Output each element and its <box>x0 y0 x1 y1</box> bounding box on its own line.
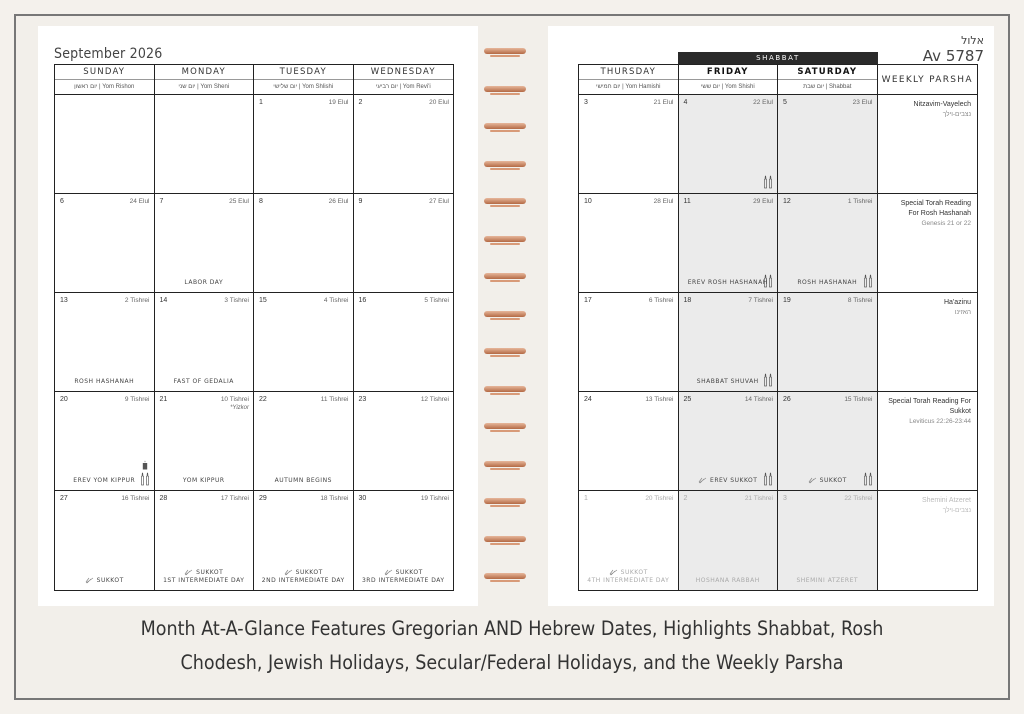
day-cell[interactable] <box>778 392 878 491</box>
gregorian-date: 2 <box>358 99 363 106</box>
day-cell[interactable] <box>679 95 779 194</box>
spiral-ring <box>484 86 526 92</box>
lulav-icon <box>184 569 193 576</box>
parsha-name: Nitzavim-Vayelech <box>913 101 971 108</box>
day-name: FRIDAY <box>679 65 778 80</box>
hebrew-date: 3 Tishrei <box>224 297 249 304</box>
shabbat-candles-icon <box>763 175 773 189</box>
hebrew-date: 15 Tishrei <box>844 396 873 403</box>
gregorian-date: 9 <box>358 198 363 205</box>
day-hebrew-name: יום שני | Yom Sheni <box>178 84 230 90</box>
weekly-parsha-header: WEEKLY PARSHA <box>878 65 978 95</box>
spiral-ring <box>484 461 526 467</box>
hebrew-date: 16 Tishrei <box>121 495 150 502</box>
caption <box>16 612 1008 680</box>
shabbat-banner: SHABBAT <box>678 52 878 64</box>
gregorian-date: 11 <box>683 198 691 205</box>
holiday-label <box>55 378 154 386</box>
hebrew-date: 28 Elul <box>653 198 674 205</box>
holiday-name: ROSH HASHANAH <box>74 378 135 385</box>
hebrew-date: 10 Tishrei <box>220 396 249 403</box>
day-cell[interactable] <box>778 491 878 590</box>
holiday-name: SUKKOT <box>96 577 124 584</box>
day-cell[interactable] <box>354 95 454 194</box>
parsha-detail: נצבים-וילך <box>942 507 971 514</box>
day-header-thursday <box>579 65 679 95</box>
hebrew-date: 7 Tishrei <box>748 297 773 304</box>
holiday-name: EREV YOM KIPPUR <box>73 477 136 484</box>
hebrew-date: 8 Tishrei <box>847 297 873 304</box>
shabbat-candles-icon <box>863 472 873 486</box>
day-cell[interactable] <box>778 194 878 293</box>
hebrew-month-name: אלול <box>961 34 984 47</box>
hebrew-date: 18 Tishrei <box>320 495 349 502</box>
holiday-label <box>679 577 778 585</box>
holiday-subtitle: 4TH INTERMEDIATE DAY <box>587 577 670 584</box>
hebrew-date: 6 Tishrei <box>648 297 674 304</box>
gregorian-date: 6 <box>60 198 64 205</box>
holiday-label <box>55 577 154 585</box>
hebrew-date: 22 Tishrei <box>844 495 873 502</box>
hebrew-date: 4 Tishrei <box>323 297 349 304</box>
month-title: September 2026 <box>54 46 163 62</box>
left-calendar-grid <box>54 64 454 591</box>
day-header-monday <box>155 65 255 95</box>
gregorian-date: 24 <box>584 396 592 403</box>
spiral-ring <box>484 48 526 54</box>
holiday-name: SUKKOT <box>819 477 847 484</box>
gregorian-date: 2 <box>683 495 688 502</box>
holiday-label <box>155 378 254 386</box>
day-cell[interactable] <box>778 95 878 194</box>
hebrew-date: 9 Tishrei <box>124 396 150 403</box>
gregorian-date: 20 <box>60 396 68 403</box>
hebrew-date: 27 Elul <box>429 198 449 205</box>
day-cell[interactable] <box>55 194 155 293</box>
day-hebrew-name: יום ראשון | Yom Rishon <box>74 84 135 90</box>
hebrew-month-year: Av 5787 <box>922 47 984 65</box>
day-cell[interactable] <box>579 293 679 392</box>
hebrew-date: 23 Elul <box>852 99 873 106</box>
shabbat-candles-icon <box>140 472 150 486</box>
gregorian-date: 10 <box>584 198 592 205</box>
day-name: WEDNESDAY <box>354 65 454 80</box>
lulav-icon <box>808 477 817 484</box>
gregorian-date: 16 <box>358 297 367 304</box>
spiral-ring <box>484 273 526 279</box>
holiday-name: SUKKOT <box>196 569 224 576</box>
day-cell[interactable] <box>254 392 354 491</box>
gregorian-date: 5 <box>783 99 787 106</box>
day-header-tuesday <box>254 65 354 95</box>
day-header-friday <box>679 65 779 95</box>
parsha-detail: Genesis 21 or 22 <box>921 220 971 227</box>
gregorian-date: 1 <box>259 99 263 106</box>
parsha-detail: נצבים-וילך <box>942 111 971 118</box>
gregorian-date: 13 <box>60 297 68 304</box>
parsha-name-cont: For Rosh Hashanah <box>908 210 971 217</box>
gregorian-date: 3 <box>584 99 588 106</box>
gregorian-date: 23 <box>358 396 367 403</box>
lulav-icon <box>284 569 293 576</box>
lulav-icon <box>384 569 393 576</box>
shabbat-candles-icon <box>763 472 773 486</box>
day-cell[interactable] <box>778 293 878 392</box>
gregorian-date: 1 <box>584 495 588 502</box>
day-cell[interactable] <box>254 293 354 392</box>
holiday-name: LABOR DAY <box>184 279 224 286</box>
holiday-name: HOSHANA RABBAH <box>695 577 760 584</box>
day-name: SATURDAY <box>778 65 877 80</box>
hebrew-date: 2 Tishrei <box>124 297 150 304</box>
day-cell[interactable] <box>679 194 779 293</box>
day-header-sunday <box>55 65 155 95</box>
hebrew-month-title <box>923 34 984 65</box>
holiday-name: SUKKOT <box>395 569 423 576</box>
spiral-ring <box>484 536 526 542</box>
holiday-name: AUTUMN BEGINS <box>274 477 332 484</box>
gregorian-date: 17 <box>584 297 592 304</box>
day-cell[interactable] <box>354 491 454 590</box>
hebrew-date: 14 Tishrei <box>744 396 773 403</box>
holiday-label <box>354 569 454 585</box>
shabbat-candles-icon <box>763 373 773 387</box>
parsha-name: Special Torah Reading <box>900 200 971 207</box>
parsha-name: Special Torah Reading For <box>888 398 971 405</box>
day-cell[interactable] <box>579 95 679 194</box>
day-hebrew-name: יום חמישי | Yom Hamishi <box>596 84 661 90</box>
hebrew-date: 20 Elul <box>429 99 449 106</box>
day-name: TUESDAY <box>254 65 353 80</box>
right-calendar-grid <box>578 64 978 591</box>
day-cell[interactable] <box>354 392 454 491</box>
hebrew-date: 20 Tishrei <box>645 495 674 502</box>
day-cell[interactable] <box>55 95 155 194</box>
parsha-cell <box>878 491 978 590</box>
day-cell[interactable] <box>254 194 354 293</box>
hebrew-date: 26 Elul <box>328 198 349 205</box>
holiday-label <box>254 477 353 485</box>
right-page <box>548 26 994 606</box>
gregorian-date: 22 <box>259 396 267 403</box>
day-cell[interactable] <box>155 95 255 194</box>
spiral-ring <box>484 498 526 504</box>
holiday-name: ROSH HASHANAH <box>797 279 858 286</box>
hebrew-date: 22 Elul <box>753 99 773 106</box>
holiday-name: SHEMINI ATZERET <box>796 577 859 584</box>
caption-line-2: Chodesh, Jewish Holidays, Secular/Federal Holidays, and the Weekly Parsha <box>180 651 844 674</box>
hebrew-date: 11 Tishrei <box>320 396 349 403</box>
day-cell[interactable] <box>55 293 155 392</box>
day-cell[interactable] <box>679 491 779 590</box>
day-header-saturday <box>778 65 878 95</box>
holiday-name: EREV SUKKOT <box>710 477 758 484</box>
gregorian-date: 27 <box>60 495 68 502</box>
day-cell[interactable] <box>679 392 779 491</box>
shabbat-candles-icon <box>763 274 773 288</box>
day-hebrew-name: יום שבת | Shabbat <box>803 84 852 90</box>
image-frame <box>14 14 1010 700</box>
parsha-name-cont: Sukkot <box>949 408 971 415</box>
gregorian-date: 30 <box>358 495 367 502</box>
hebrew-date: 17 Tishrei <box>220 495 249 502</box>
parsha-cell <box>878 95 978 194</box>
holiday-name: SHABBAT SHUVAH <box>696 378 759 385</box>
holiday-name: YOM KIPPUR <box>182 477 225 484</box>
parsha-detail: Leviticus 22:26-23:44 <box>909 418 971 425</box>
lulav-icon <box>609 569 618 576</box>
day-cell[interactable] <box>579 491 679 590</box>
hebrew-date: 21 Elul <box>653 99 674 106</box>
holiday-name: EREV ROSH HASHANAH <box>687 279 768 286</box>
day-cell[interactable] <box>155 491 255 590</box>
holiday-label <box>155 477 254 485</box>
holiday-subtitle: 2ND INTERMEDIATE DAY <box>261 577 345 584</box>
yahrzeit-candle-icon <box>142 460 148 470</box>
day-cell[interactable] <box>55 491 155 590</box>
holiday-name: SUKKOT <box>295 569 323 576</box>
parsha-detail: האזינו <box>954 309 971 316</box>
day-cell[interactable] <box>354 293 454 392</box>
day-cell[interactable] <box>55 392 155 491</box>
hebrew-date: 12 Tishrei <box>420 396 449 403</box>
gregorian-date: 3 <box>783 495 787 502</box>
day-header-wednesday <box>354 65 454 95</box>
day-name: SUNDAY <box>55 65 154 80</box>
day-name: THURSDAY <box>579 65 678 80</box>
day-hebrew-name: יום שלישי | Yom Shlishi <box>273 84 334 90</box>
gregorian-date: 29 <box>259 495 267 502</box>
lulav-icon <box>698 477 707 484</box>
spiral-ring <box>484 123 526 129</box>
spiral-ring <box>484 161 526 167</box>
gregorian-date: 7 <box>159 198 164 205</box>
hebrew-date: 13 Tishrei <box>645 396 674 403</box>
caption-line-1: Month At-A-Glance Features Gregorian AND Hebrew Dates, Highlights Shabbat, Rosh <box>140 617 884 640</box>
hebrew-date: 5 Tishrei <box>424 297 449 304</box>
parsha-cell <box>878 194 978 293</box>
day-cell[interactable] <box>679 293 779 392</box>
spiral-binding <box>480 38 546 598</box>
day-cell[interactable] <box>155 194 255 293</box>
spiral-ring <box>484 311 526 317</box>
holiday-label <box>579 569 678 585</box>
hebrew-date: 19 Elul <box>328 99 349 106</box>
day-cell[interactable] <box>354 194 454 293</box>
gregorian-date: 12 <box>783 198 791 205</box>
hebrew-date: 1 Tishrei <box>847 198 873 205</box>
day-cell[interactable] <box>254 95 354 194</box>
day-hebrew-name: יום רביעי | Yom Revi'i <box>375 84 431 90</box>
parsha-name: Ha'azinu <box>943 299 971 306</box>
day-cell[interactable] <box>155 392 255 491</box>
holiday-name: SUKKOT <box>620 569 648 576</box>
gregorian-date: 25 <box>683 396 692 403</box>
day-cell[interactable] <box>254 491 354 590</box>
spiral-ring <box>484 348 526 354</box>
yizkor-note: *Yizkor <box>230 405 249 411</box>
gregorian-date: 8 <box>259 198 263 205</box>
spiral-ring <box>484 573 526 579</box>
gregorian-date: 28 <box>159 495 168 502</box>
spiral-ring <box>484 386 526 392</box>
holiday-label <box>155 569 254 585</box>
day-cell[interactable] <box>579 194 679 293</box>
left-page <box>38 26 478 606</box>
spiral-ring <box>484 198 526 204</box>
day-hebrew-name: יום ששי | Yom Shishi <box>700 84 755 90</box>
holiday-label <box>778 577 877 585</box>
hebrew-date: 25 Elul <box>229 198 249 205</box>
parsha-name: Shemini Atzeret <box>921 497 971 504</box>
day-name: MONDAY <box>155 65 254 80</box>
gregorian-date: 21 <box>159 396 168 403</box>
holiday-subtitle: 1ST INTERMEDIATE DAY <box>163 577 245 584</box>
shabbat-candles-icon <box>863 274 873 288</box>
gregorian-date: 26 <box>783 396 791 403</box>
hebrew-date: 19 Tishrei <box>420 495 449 502</box>
hebrew-date: 21 Tishrei <box>744 495 773 502</box>
holiday-label <box>254 569 353 585</box>
holiday-name: FAST OF GEDALIA <box>173 378 234 385</box>
gregorian-date: 15 <box>259 297 267 304</box>
spiral-ring <box>484 423 526 429</box>
day-cell[interactable] <box>155 293 255 392</box>
hebrew-date: 29 Elul <box>753 198 773 205</box>
holiday-subtitle: 3RD INTERMEDIATE DAY <box>361 577 445 584</box>
hebrew-date: 24 Elul <box>129 198 150 205</box>
gregorian-date: 19 <box>783 297 791 304</box>
day-cell[interactable] <box>579 392 679 491</box>
gregorian-date: 18 <box>683 297 692 304</box>
spiral-ring <box>484 236 526 242</box>
lulav-icon <box>85 577 94 584</box>
holiday-label <box>155 279 254 287</box>
parsha-cell <box>878 392 978 491</box>
gregorian-date: 14 <box>159 297 168 304</box>
gregorian-date: 4 <box>683 99 688 106</box>
parsha-cell <box>878 293 978 392</box>
